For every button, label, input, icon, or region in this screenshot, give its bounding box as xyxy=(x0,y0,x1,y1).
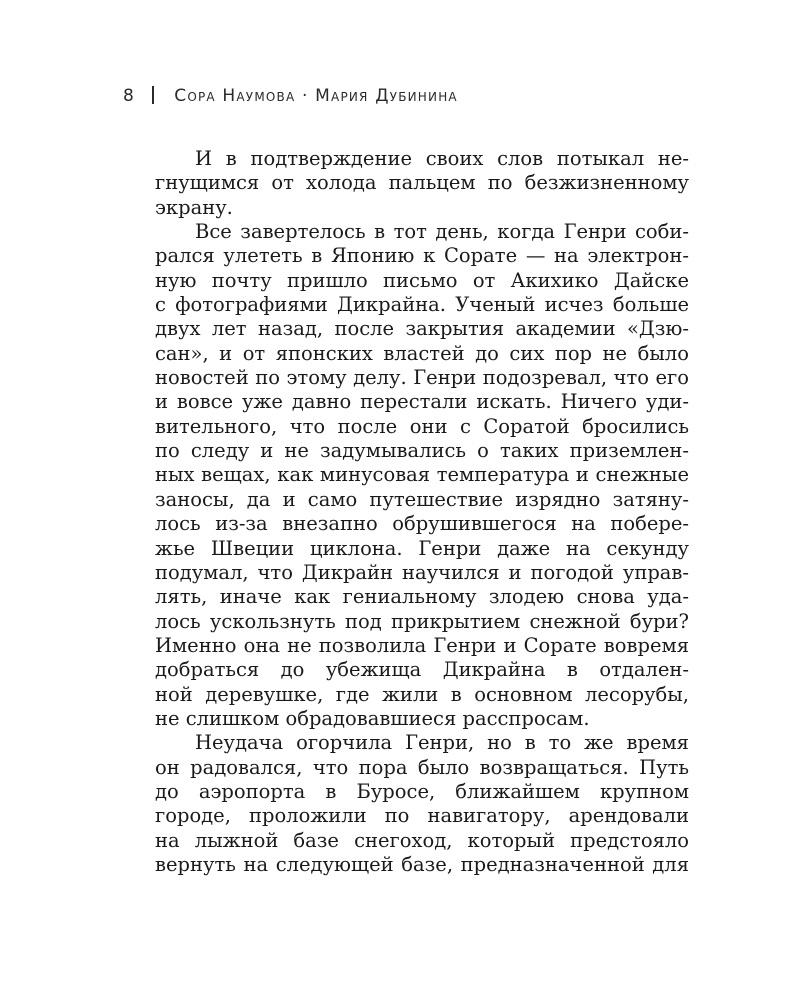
text-line: по следу и не задумывались о таких приземлен- xyxy=(155,439,689,463)
page-number: 8 xyxy=(123,86,136,106)
text-line: городе, проложили по навигатору, арендовали xyxy=(155,804,689,828)
paragraph xyxy=(155,220,689,731)
text-line: Все завертелось в тот день, когда Генри соби- xyxy=(195,220,689,244)
text-line: с фотографиями Дикрайна. Ученый исчез больше xyxy=(155,293,689,317)
text-line: Неудача огорчила Генри, но в то же время xyxy=(195,731,689,755)
text-line: вительного, что после они с Соратой бросились xyxy=(155,414,689,438)
text-line: экрану. xyxy=(155,195,233,219)
text-line: он радовался, что пора было возвращаться. Путь xyxy=(155,755,689,779)
text-line: жье Швеции циклона. Генри даже на секунду xyxy=(155,536,689,560)
text-line: новостей по этому делу. Генри подозревал, что его xyxy=(155,366,689,390)
text-line: ных вещах, как минусовая температура и снежные xyxy=(155,463,689,487)
text-line: сан», и от японских властей до сих пор не было xyxy=(155,341,689,365)
text-line: на лыжной базе снегоход, который предстояло xyxy=(155,828,689,852)
text-line: Именно она не позволила Генри и Сорате вовремя xyxy=(155,633,689,657)
book-authors: Сора Наумова · Мария Дубинина xyxy=(174,86,458,106)
text-line: лось из-за внезапно обрушившегося на побере- xyxy=(155,512,689,536)
text-line: до аэропорта в Буросе, ближайшем крупном xyxy=(155,779,689,803)
text-line: ную почту пришло письмо от Акихико Дайске xyxy=(155,268,689,292)
text-line: не слишком обрадовавшиеся расспросам. xyxy=(155,706,590,730)
text-line: и вовсе уже давно перестали искать. Ничего уди- xyxy=(155,390,689,414)
text-line: рался улететь в Японию к Сорате — на электрон- xyxy=(155,244,689,268)
text-line: заносы, да и само путешествие изрядно затяну- xyxy=(155,487,689,511)
text-line: ной деревушке, где жили в основном лесорубы, xyxy=(155,682,689,706)
header-divider xyxy=(152,86,154,104)
text-line: добраться до убежища Дикрайна в отдален- xyxy=(155,658,689,682)
body-text xyxy=(155,147,689,877)
text-line: лять, иначе как гениальному злодею снова уда- xyxy=(155,585,689,609)
running-head xyxy=(123,86,458,106)
text-line: вернуть на следующей базе, предназначенной для xyxy=(155,852,689,876)
paragraph xyxy=(155,147,689,220)
text-line: подумал, что Дикрайн научился и погодой управ- xyxy=(155,560,689,584)
text-line: гнущимся от холода пальцем по безжизненному xyxy=(155,171,689,195)
paragraph xyxy=(155,731,689,877)
text-line: двух лет назад, после закрытия академии «Дзю- xyxy=(155,317,689,341)
text-line: И в подтверждение своих слов потыкал не- xyxy=(195,147,689,170)
text-line: лось ускользнуть под прикрытием снежной бури? xyxy=(155,609,689,633)
